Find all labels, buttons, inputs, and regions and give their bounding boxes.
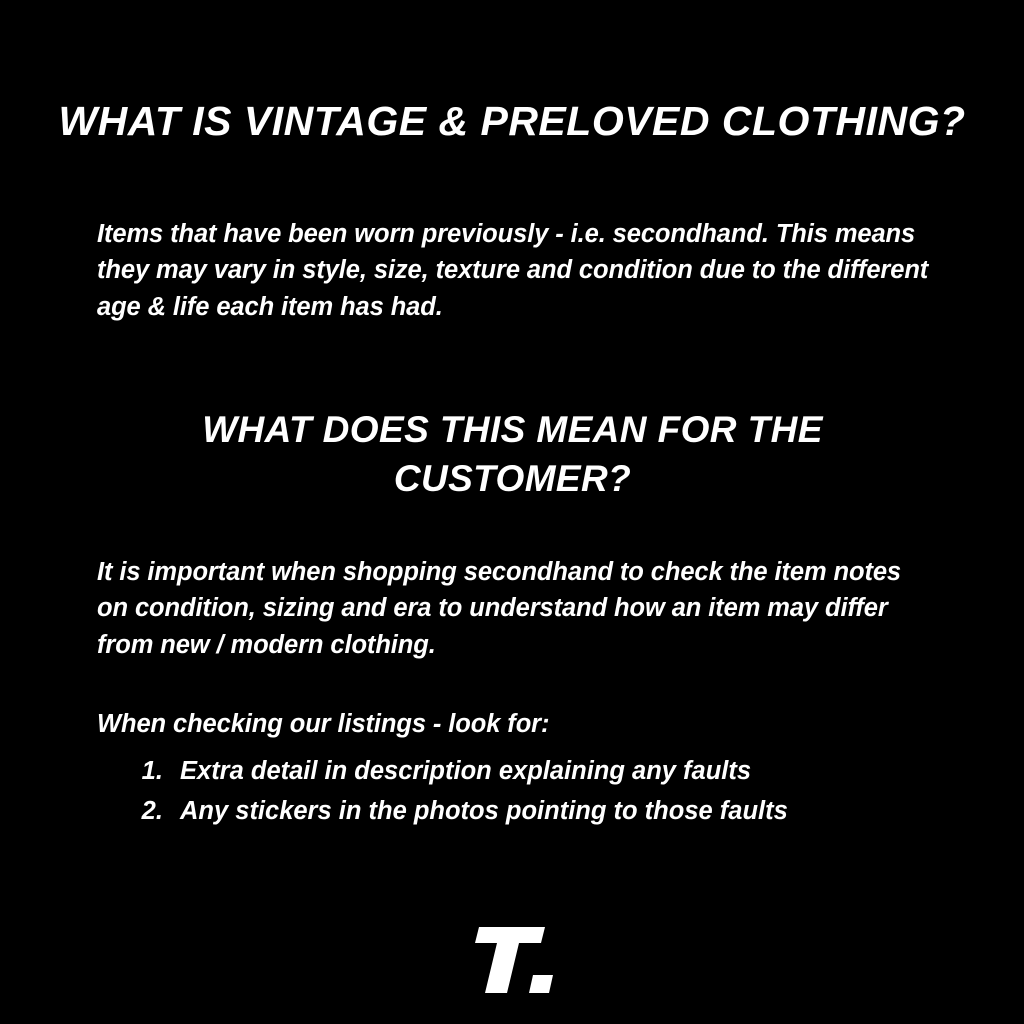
- customer-paragraph: It is important when shopping secondhand to check the item notes on condition, sizing and era to understand how an item may differ from new / modern clothing.: [97, 557, 902, 659]
- page-title: WHAT IS VINTAGE & PRELOVED CLOTHING?: [58, 98, 966, 145]
- section-heading-customer: WHAT DOES THIS MEAN FOR THE CUSTOMER?: [202, 408, 823, 499]
- list-item: 1. Extra detail in description explaining any faults: [170, 752, 970, 790]
- faults-checklist: [120, 752, 970, 833]
- list-item: 2. Any stickers in the photos pointing to those faults: [170, 792, 970, 830]
- intro-paragraph: Items that have been worn previously - i.e. secondhand. This means they may vary in style, size, texture and condition due to the different age & life each item has had.: [97, 219, 929, 321]
- brand-logo: [0, 925, 1024, 1000]
- checking-paragraph: When checking our listings - look for:: [97, 709, 550, 738]
- brand-t-logo-icon: [467, 925, 557, 995]
